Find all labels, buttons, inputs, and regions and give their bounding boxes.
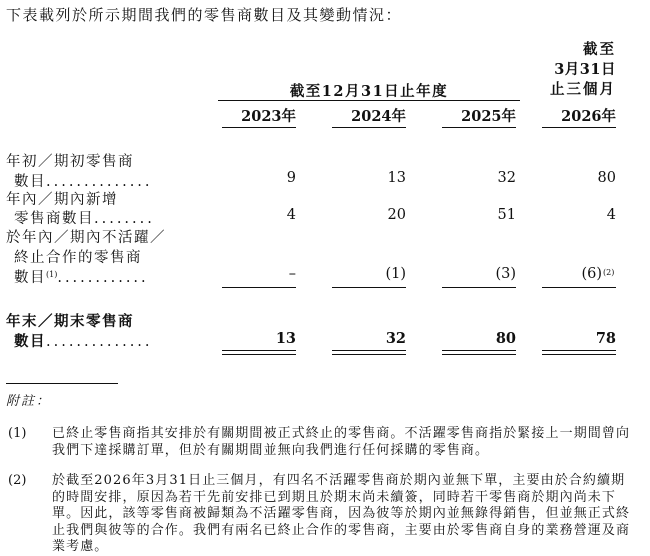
cell-closing-2023: 13 xyxy=(275,330,296,347)
cell-new-2026: 4 xyxy=(606,207,616,223)
total-double-rule xyxy=(442,350,516,355)
year-header-2025: 2025年 xyxy=(461,108,516,125)
row-inactive-label-line3: 數目$^{(1)}$............ xyxy=(14,270,149,286)
row-closing-label-line1: 年末／期末零售商 xyxy=(6,313,134,330)
subtotal-rule xyxy=(222,287,296,288)
cell-opening-2025: 32 xyxy=(497,170,516,186)
subtotal-rule xyxy=(442,287,516,288)
note-1-text: 已終止零售商指其安排於有關期間被正式終止的零售商。不活躍零售商指於緊接上一期間曾向我們下達採購訂單，但於有關期間並無向我們進行任何採購的零售商。 xyxy=(52,426,631,458)
interim-header-line2: 3月31日 xyxy=(554,61,616,78)
cell-inactive-2024: (1) xyxy=(385,266,406,282)
footnote-marker: (1) xyxy=(46,270,58,279)
intro-text: 下表載列於所示期間我們的零售商數目及其變動情況： xyxy=(6,6,403,24)
total-double-rule xyxy=(542,350,616,355)
year-header-rule xyxy=(332,127,406,128)
row-inactive-label-line1: 於年內／期內不活躍／ xyxy=(6,230,166,246)
year-group-header: 截至12月31日止年度 xyxy=(289,83,449,100)
note-2-text: 於截至2026年3月31日止三個月，有四名不活躍零售商於期內並無下單，主要由於合約續期的時間安排，原因為若干先前安排已到期且於期末尚未續簽，同時若干零售商於期內尚未下單。因此，該等零售商被歸類為不活躍零售商，因為彼等於期內並無錄得銷售，但並無正式終止我們與彼等的合作。我們有兩名已終止合作的零售商，主要由於零售商自身的業務營運及商業考慮。 xyxy=(52,473,631,554)
cell-inactive-2025: (3) xyxy=(495,266,516,282)
cell-new-2023: 4 xyxy=(286,207,296,223)
year-header-2026: 2026年 xyxy=(561,108,616,125)
cell-closing-2026: 78 xyxy=(595,330,616,347)
subtotal-rule xyxy=(332,287,406,288)
footnote-marker: (2) xyxy=(603,268,615,277)
notes-heading: 附註： xyxy=(6,394,52,409)
cell-opening-2026: 80 xyxy=(597,170,616,186)
row-opening-label-line1: 年初／期初零售商 xyxy=(6,154,134,170)
year-header-2024: 2024年 xyxy=(351,108,406,125)
row-new-label-line2: 零售商數目........ xyxy=(14,211,155,227)
year-header-rule xyxy=(442,127,516,128)
note-2-number: (2) xyxy=(8,473,27,488)
cell-new-2025: 51 xyxy=(497,207,516,223)
cell-closing-2025: 80 xyxy=(495,330,516,347)
note-1-number: (1) xyxy=(8,426,27,441)
cell-closing-2024: 32 xyxy=(385,330,406,347)
subtotal-rule xyxy=(542,287,616,288)
year-header-rule xyxy=(222,127,296,128)
year-header-2023: 2023年 xyxy=(241,108,296,125)
row-opening-label-line2: 數目.............. xyxy=(14,174,153,190)
cell-opening-2024: 13 xyxy=(387,170,406,186)
row-closing-label-line2: 數目.............. xyxy=(14,333,153,350)
notes-separator xyxy=(6,383,118,384)
total-double-rule xyxy=(222,350,296,355)
cell-opening-2023: 9 xyxy=(286,170,296,186)
year-header-rule xyxy=(542,127,616,128)
group-header-rule xyxy=(218,100,520,101)
total-double-rule xyxy=(332,350,406,355)
cell-inactive-2026: (6) xyxy=(581,266,602,282)
row-inactive-label-line2: 終止合作的零售商 xyxy=(14,250,142,266)
cell-inactive-2023: – xyxy=(288,266,296,282)
interim-header-line1: 截至 xyxy=(583,41,616,58)
cell-new-2024: 20 xyxy=(387,207,406,223)
row-new-label-line1: 年內／期內新增 xyxy=(6,192,118,208)
interim-header-line3: 止三個月 xyxy=(550,81,616,98)
